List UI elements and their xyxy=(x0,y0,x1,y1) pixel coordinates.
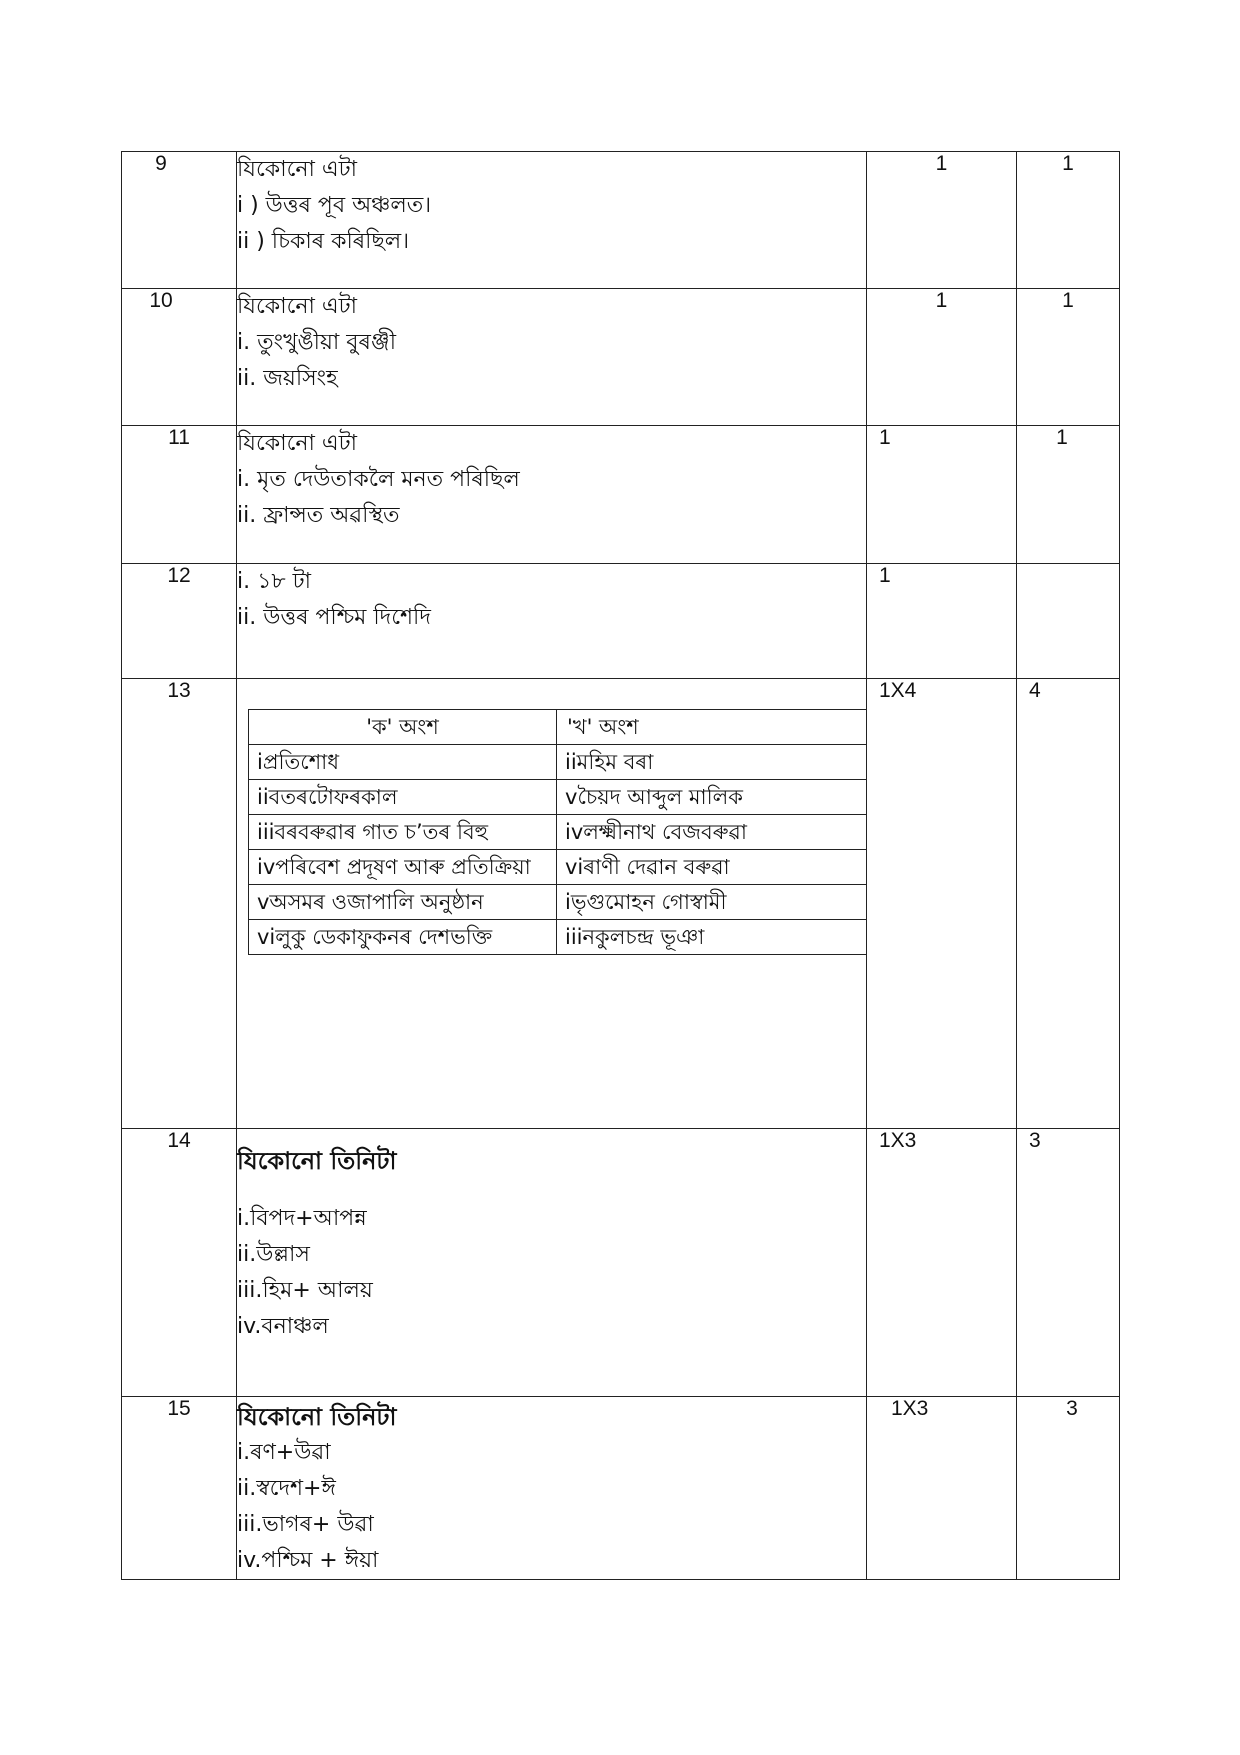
table-row xyxy=(122,1129,1120,1397)
answer-line: i. তুংখুঙীয়া বুৰঞ্জী xyxy=(237,330,397,355)
match-header-ka: 'ক' অংশ xyxy=(249,710,557,745)
marks-cell: 1 xyxy=(867,152,1017,289)
answer-cell xyxy=(237,289,867,426)
match-right: iভৃগুমোহন গোস্বামী xyxy=(557,885,867,920)
answer-cell xyxy=(237,152,867,289)
answer-line: ii.উল্লাস xyxy=(237,1242,310,1267)
question-number: 15 xyxy=(122,1397,237,1580)
table-row xyxy=(122,679,1120,1129)
match-right: ivলক্ষ্মীনাথ বেজবৰুৱা xyxy=(557,815,867,850)
match-right: iiiনকুলচন্দ্ৰ ভূঞা xyxy=(557,920,867,955)
match-left: ivপৰিবেশ প্ৰদূষণ আৰু প্ৰতিক্ৰিয়া xyxy=(249,850,557,885)
answer-line: i ) উত্তৰ পূব অঞ্চলত। xyxy=(237,193,432,218)
answer-line: i.ৰণ+উৱা xyxy=(237,1440,331,1465)
total-cell: 1 xyxy=(1017,426,1120,564)
answer-line: ii. উত্তৰ পশ্চিম দিশেদি xyxy=(237,605,431,630)
match-left: iiiবৰবৰুৱাৰ গাত চ’তৰ বিহু xyxy=(249,815,557,850)
match-left: viলুকু ডেকাফুকনৰ দেশভক্তি xyxy=(249,920,557,955)
answer-line: ii.স্বদেশ+ঈ xyxy=(237,1476,336,1501)
match-row xyxy=(249,885,867,920)
match-row xyxy=(249,850,867,885)
answer-heading: যিকোনো তিনিটা xyxy=(237,1403,397,1431)
answer-line: i.বিপদ+আপন্ন xyxy=(237,1206,367,1231)
total-cell: 1 xyxy=(1017,152,1120,289)
marks-cell: 1 xyxy=(867,426,1017,564)
match-table xyxy=(248,709,867,955)
total-cell: 1 xyxy=(1017,289,1120,426)
question-number: 14 xyxy=(122,1129,237,1397)
table-row xyxy=(122,426,1120,564)
table-row xyxy=(122,152,1120,289)
marks-cell: 1 xyxy=(867,289,1017,426)
question-number: 9 xyxy=(122,152,237,289)
match-left: vঅসমৰ ওজাপালি অনুষ্ঠান xyxy=(249,885,557,920)
marks-cell: 1X4 xyxy=(867,679,1017,1129)
question-number: 13 xyxy=(122,679,237,1129)
answer-cell xyxy=(237,426,867,564)
answer-cell xyxy=(237,1129,867,1397)
match-row xyxy=(249,920,867,955)
question-number: 10 xyxy=(122,289,237,426)
match-row xyxy=(249,745,867,780)
answer-heading: যিকোনো তিনিটা xyxy=(237,1147,397,1175)
answer-cell xyxy=(237,1397,867,1580)
match-right: viৰাণী দেৱান বৰুৱা xyxy=(557,850,867,885)
table-row xyxy=(122,564,1120,679)
table-row xyxy=(122,1397,1120,1580)
question-number: 11 xyxy=(122,426,237,564)
match-left: iপ্ৰতিশোধ xyxy=(249,745,557,780)
match-header-kha: 'খ' অংশ xyxy=(557,710,867,745)
answer-line: ii ) চিকাৰ কৰিছিল। xyxy=(237,229,410,254)
answer-cell xyxy=(237,564,867,679)
match-left: iiবতৰটোফৰকাল xyxy=(249,780,557,815)
match-row xyxy=(249,815,867,850)
answer-table xyxy=(121,151,1120,1580)
answer-line: i. ১৮ টা xyxy=(237,569,312,594)
answer-line: iii.হিম+ আলয় xyxy=(237,1278,373,1303)
question-number: 12 xyxy=(122,564,237,679)
answer-line: iv.বনাঞ্চল xyxy=(237,1314,329,1339)
answer-line: ii. ফ্ৰান্সত অৱস্থিত xyxy=(237,503,400,528)
match-header-row xyxy=(249,710,867,745)
answer-line: যিকোনো এটা xyxy=(237,431,358,456)
total-cell: 3 xyxy=(1017,1397,1120,1580)
marks-cell: 1X3 xyxy=(867,1129,1017,1397)
match-right: iiমহিম বৰা xyxy=(557,745,867,780)
answer-line: ii. জয়সিংহ xyxy=(237,366,338,391)
answer-line: iv.পশ্চিম + ঈয়া xyxy=(237,1548,379,1573)
total-cell: 3 xyxy=(1017,1129,1120,1397)
total-cell: 4 xyxy=(1017,679,1120,1129)
table-row xyxy=(122,289,1120,426)
answer-line: iii.ভাগৰ+ উৱা xyxy=(237,1512,374,1537)
marks-cell: 1 xyxy=(867,564,1017,679)
answer-line: যিকোনো এটা xyxy=(237,157,358,182)
marks-cell: 1X3 xyxy=(867,1397,1017,1580)
match-row xyxy=(249,780,867,815)
total-cell xyxy=(1017,564,1120,679)
answer-line: i. মৃত দেউতাকলৈ মনত পৰিছিল xyxy=(237,467,520,492)
answer-line: যিকোনো এটা xyxy=(237,294,358,319)
answer-cell xyxy=(237,679,867,1129)
match-right: vচৈয়দ আব্দুল মালিক xyxy=(557,780,867,815)
